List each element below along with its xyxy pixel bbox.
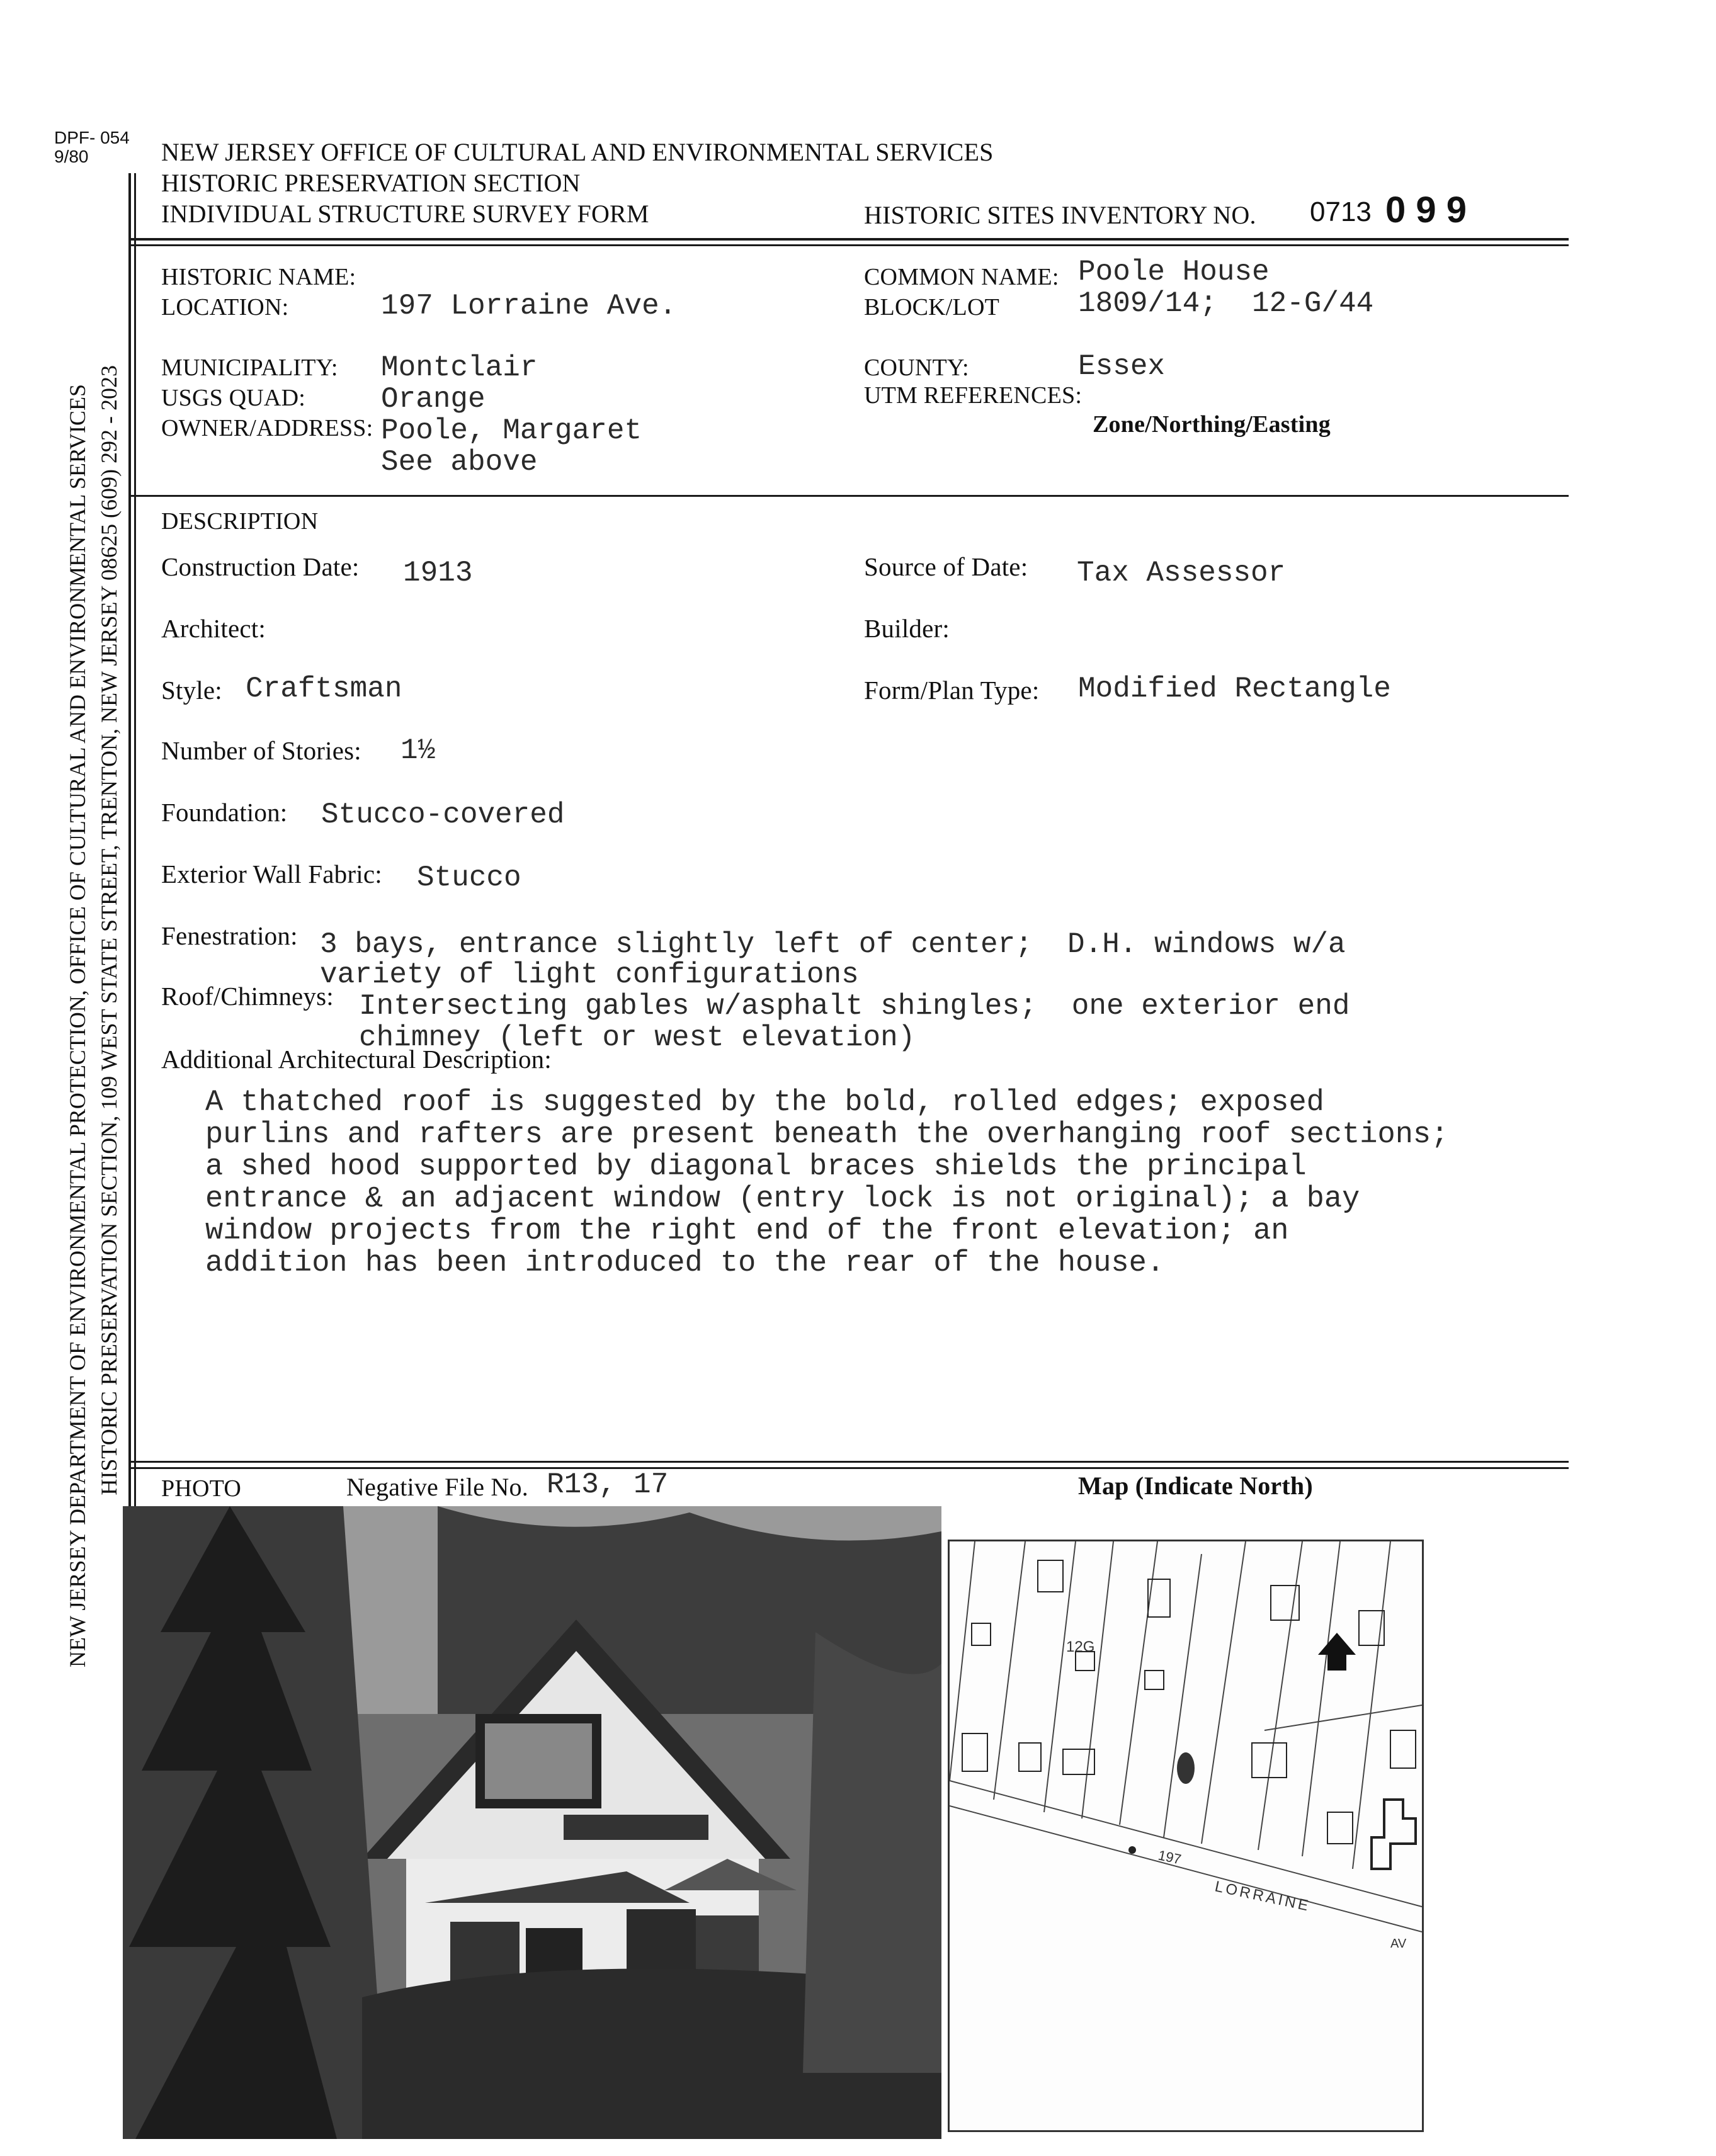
exterior-wall-value: Stucco: [417, 861, 521, 894]
section-title: HISTORIC PRESERVATION SECTION: [161, 169, 581, 197]
inventory-label: HISTORIC SITES INVENTORY NO.: [864, 201, 1256, 229]
negative-file-label: Negative File No.: [346, 1473, 528, 1501]
municipality-value: Montclair: [381, 351, 538, 384]
location-map: [948, 1540, 1424, 2132]
owner-name-value: Poole, Margaret: [381, 414, 642, 447]
location-label: LOCATION:: [161, 294, 289, 321]
foundation-label: Foundation:: [161, 798, 288, 827]
negative-file-value: R13, 17: [547, 1468, 669, 1501]
style-value: Craftsman: [246, 672, 402, 705]
owner-address-value: See above: [381, 446, 538, 479]
photo-label: PHOTO: [161, 1475, 241, 1502]
builder-label: Builder:: [864, 614, 950, 643]
header-rule-1: [128, 238, 1569, 241]
agency-title: NEW JERSEY OFFICE OF CULTURAL AND ENVIRONMENTAL SERVICES: [161, 138, 994, 166]
owner-address-label: OWNER/ADDRESS:: [161, 415, 373, 441]
map-label: Map (Indicate North): [1078, 1472, 1313, 1500]
form-plan-type-value: Modified Rectangle: [1078, 672, 1391, 705]
additional-line: addition has been introduced to the rear of the house.: [205, 1247, 1165, 1280]
location-value: 197 Lorraine Ave.: [381, 290, 677, 322]
form-code: [54, 128, 130, 166]
county-value: Essex: [1078, 350, 1166, 383]
additional-line: entrance & an adjacent window (entry lock is not original); a bay: [205, 1183, 1360, 1216]
inventory-suffix: 0 9 9: [1385, 190, 1467, 230]
inventory-prefix: 0713: [1310, 196, 1372, 227]
stories-label: Number of Stories:: [161, 736, 361, 765]
map-street-label: LORRAINE: [1213, 1878, 1312, 1915]
map-block-label: 12G: [1066, 1638, 1095, 1655]
map-street-suffix: AV: [1390, 1937, 1407, 1951]
block-lot-value: 1809/14; 12-G/44: [1078, 287, 1374, 320]
fenestration-line-1: 3 bays, entrance slightly left of center; D.H. windows w/a: [320, 928, 1346, 961]
source-of-date-value: Tax Assessor: [1077, 557, 1286, 589]
fenestration-line-2: variety of light configurations: [320, 958, 859, 991]
additional-line: window projects from the right end of the front elevation; an: [205, 1215, 1289, 1248]
utm-subheading: Zone/Northing/Easting: [1093, 411, 1331, 438]
additional-line: purlins and rafters are present beneath the overhanging roof sections;: [205, 1118, 1449, 1152]
source-of-date-label: Source of Date:: [864, 552, 1028, 581]
header-rule-2: [128, 244, 1569, 246]
county-label: COUNTY:: [864, 355, 969, 381]
additional-line: A thatched roof is suggested by the bold, rolled edges; exposed: [205, 1086, 1324, 1120]
additional-line: a shed hood supported by diagonal braces shields the principal: [205, 1150, 1307, 1184]
description-rule: [128, 495, 1569, 497]
house-photo-image: [123, 1506, 941, 2139]
municipality-label: MUNICIPALITY:: [161, 355, 338, 381]
common-name-value: Poole House: [1078, 256, 1270, 288]
style-label: Style:: [161, 676, 222, 705]
construction-date-label: Construction Date:: [161, 552, 360, 581]
usgs-quad-value: Orange: [381, 383, 486, 416]
stories-value: 1½: [401, 734, 436, 767]
parcel-map-image: [950, 1541, 1422, 2130]
house-photo: [123, 1506, 941, 2139]
utm-references-label: UTM REFERENCES:: [864, 382, 1082, 409]
additional-description-body: [205, 1087, 1448, 1279]
form-plan-type-label: Form/Plan Type:: [864, 676, 1040, 705]
foundation-value: Stucco-covered: [321, 798, 565, 831]
additional-description-label: Additional Architectural Description:: [161, 1045, 552, 1074]
exterior-wall-label: Exterior Wall Fabric:: [161, 860, 382, 888]
photo-section-rule-1: [128, 1461, 1569, 1463]
form-code-number: DPF- 054: [54, 128, 130, 147]
common-name-label: COMMON NAME:: [864, 264, 1059, 290]
construction-date-value: 1913: [403, 557, 473, 589]
form-code-date: 9/80: [54, 147, 89, 166]
sidebar-address-line: HISTORIC PRESERVATION SECTION, 109 WEST STATE STREET, TRENTON, NEW JERSEY 08625 (609) 292 - 2023: [96, 365, 122, 1495]
roof-line-1: Intersecting gables w/asphalt shingles; one exterior end: [359, 990, 1350, 1023]
roof-line-2: chimney (left or west elevation): [359, 1021, 916, 1054]
block-lot-label: BLOCK/LOT: [864, 294, 1000, 321]
usgs-quad-label: USGS QUAD:: [161, 385, 305, 411]
description-heading: DESCRIPTION: [161, 508, 319, 535]
roof-chimneys-label: Roof/Chimneys:: [161, 982, 334, 1011]
photo-section-rule-2: [128, 1467, 1569, 1469]
sidebar-agency-line: NEW JERSEY DEPARTMENT OF ENVIRONMENTAL PROTECTION, OFFICE OF CULTURAL AND ENVIRONMENTAL SERVICES: [65, 384, 90, 1667]
historic-name-label: HISTORIC NAME:: [161, 264, 356, 290]
fenestration-label: Fenestration:: [161, 921, 298, 950]
architect-label: Architect:: [161, 614, 266, 643]
form-title: INDIVIDUAL STRUCTURE SURVEY FORM: [161, 200, 649, 228]
map-address-label: 197: [1156, 1847, 1183, 1868]
